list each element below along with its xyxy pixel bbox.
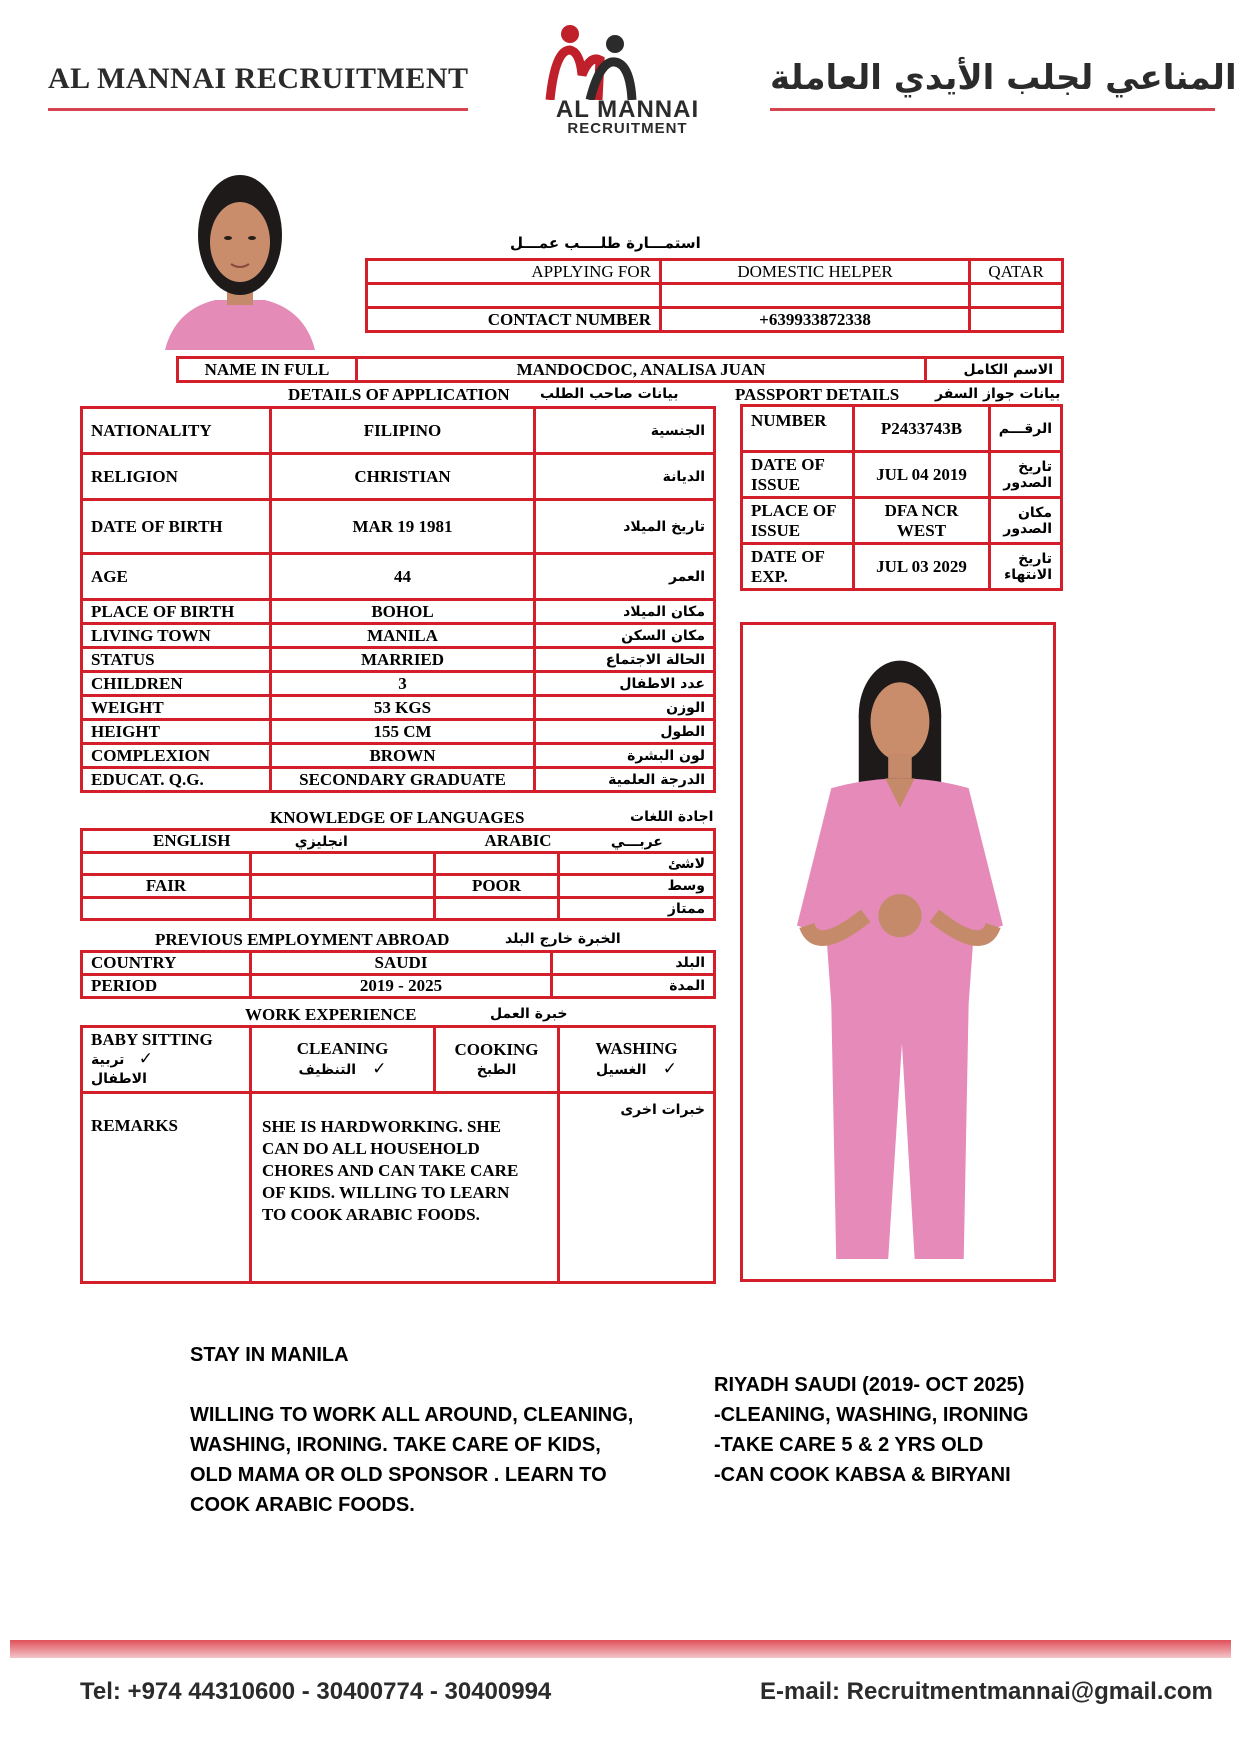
- english-label-en: ENGLISH: [153, 831, 231, 850]
- detail-label: STATUS: [82, 648, 271, 672]
- table-row: [82, 875, 715, 898]
- passport-value: DFA NCR WEST: [854, 498, 990, 544]
- passport-label-ar: تاريخ الانتهاء: [989, 544, 1061, 590]
- check-icon: ✓: [662, 1059, 677, 1079]
- detail-label-ar: لون البشرة: [535, 744, 715, 768]
- detail-label-ar: الوزن: [535, 696, 715, 720]
- employment-period-ar: المدة: [552, 975, 715, 998]
- applying-empty-cell: [661, 284, 970, 308]
- table-row: [82, 768, 715, 792]
- note-willing-line: WILLING TO WORK ALL AROUND, CLEANING,: [190, 1404, 634, 1426]
- employment-heading-ar: الخبرة خارج البلد: [505, 931, 621, 947]
- skill-baby-label-ar2: الاطفال: [91, 1071, 147, 1087]
- work-experience-heading: WORK EXPERIENCE: [245, 1005, 417, 1024]
- note-willing: [190, 1400, 633, 1520]
- note-stay: STAY IN MANILA: [190, 1344, 349, 1366]
- note-experience-line: -CAN COOK KABSA & BIRYANI: [714, 1464, 1011, 1486]
- applying-empty-cell: [367, 284, 661, 308]
- language-cell: [82, 898, 251, 920]
- name-table: [176, 356, 1064, 383]
- table-row: [742, 406, 1062, 452]
- table-row: [82, 853, 715, 875]
- languages-heading: KNOWLEDGE OF LANGUAGES: [270, 808, 525, 827]
- arabic-level: POOR: [435, 875, 559, 898]
- level-none-label: لاشئ: [559, 853, 715, 875]
- detail-label-ar: مكان الميلاد: [535, 600, 715, 624]
- table-row: [82, 1093, 715, 1283]
- logo-text-bottom: RECRUITMENT: [567, 120, 688, 137]
- employment-country-ar: البلد: [552, 952, 715, 975]
- employment-period-label: PERIOD: [82, 975, 251, 998]
- table-row: [82, 554, 715, 600]
- applying-empty-cell: [970, 284, 1063, 308]
- detail-value: MANILA: [271, 624, 535, 648]
- table-row: [82, 898, 715, 920]
- passport-label: NUMBER: [742, 406, 854, 452]
- skill-baby-sitting: [82, 1027, 251, 1093]
- passport-value: P2433743B: [854, 406, 990, 452]
- language-cell: [82, 853, 251, 875]
- check-icon: ✓: [372, 1059, 387, 1079]
- employment-heading: PREVIOUS EMPLOYMENT ABROAD: [155, 930, 450, 949]
- header-divider-left: [48, 108, 468, 111]
- header-divider-right: [770, 108, 1215, 111]
- skill-cleaning-label: CLEANING: [296, 1039, 389, 1058]
- skill-washing-label: WASHING: [595, 1039, 678, 1058]
- passport-label-ar: الرقـــم: [989, 406, 1061, 452]
- check-icon: ✓: [138, 1049, 153, 1069]
- skill-cooking: [435, 1027, 559, 1093]
- company-name-ar: المناعي لجلب الأيدي العاملة: [770, 58, 1237, 98]
- table-row: [82, 696, 715, 720]
- footer-bar: [10, 1640, 1231, 1658]
- detail-label-ar: الطول: [535, 720, 715, 744]
- language-cell: [251, 853, 435, 875]
- full-body-image-icon: [743, 625, 1053, 1279]
- details-heading-ar: بيانات صاحب الطلب: [540, 386, 679, 402]
- detail-value: FILIPINO: [271, 408, 535, 454]
- arabic-label-en: ARABIC: [484, 831, 552, 850]
- table-row: [82, 454, 715, 500]
- english-level: FAIR: [82, 875, 251, 898]
- table-row: [742, 498, 1062, 544]
- detail-value: 44: [271, 554, 535, 600]
- note-experience-line: -TAKE CARE 5 & 2 YRS OLD: [714, 1434, 984, 1456]
- table-row: [82, 952, 715, 975]
- language-cell: [435, 853, 559, 875]
- form-title: استمـــارة طلــــب عمـــل: [510, 234, 701, 252]
- note-experience-line: -CLEANING, WASHING, IRONING: [714, 1404, 1029, 1426]
- skill-baby-label-ar: تربية: [91, 1052, 125, 1068]
- logo-text-top: AL MANNAI: [555, 96, 700, 123]
- detail-label: NATIONALITY: [82, 408, 271, 454]
- detail-value: SECONDARY GRADUATE: [271, 768, 535, 792]
- details-heading: DETAILS OF APPLICATION: [288, 385, 510, 404]
- detail-label-ar: عدد الاطفال: [535, 672, 715, 696]
- logo-mark-icon: [520, 20, 735, 100]
- employment-country-value: SAUDI: [251, 952, 552, 975]
- passport-table: [740, 404, 1063, 591]
- passport-label-ar: تاريخ الصدور: [989, 452, 1061, 498]
- detail-label: EDUCAT. Q.G.: [82, 768, 271, 792]
- contact-number-label: CONTACT NUMBER: [367, 308, 661, 332]
- table-row: [742, 544, 1062, 590]
- skill-cleaning: [251, 1027, 435, 1093]
- detail-label-ar: العمر: [535, 554, 715, 600]
- work-experience-table: [80, 1025, 716, 1284]
- applying-country: QATAR: [970, 260, 1063, 284]
- english-label-ar: انجليزي: [294, 834, 348, 850]
- applying-table: [365, 258, 1064, 333]
- note-experience: [714, 1370, 1028, 1490]
- table-row: [82, 624, 715, 648]
- other-experience-ar: خبرات اخرى: [559, 1093, 715, 1283]
- company-name-en: AL MANNAI RECRUITMENT: [48, 62, 469, 95]
- detail-label: PLACE OF BIRTH: [82, 600, 271, 624]
- table-row: [82, 672, 715, 696]
- detail-label-ar: تاريخ الميلاد: [535, 500, 715, 554]
- table-row: [82, 500, 715, 554]
- employment-country-label: COUNTRY: [82, 952, 251, 975]
- portrait-image-icon: [155, 160, 325, 350]
- note-experience-line: RIYADH SAUDI (2019- OCT 2025): [714, 1374, 1025, 1396]
- arabic-label: [435, 830, 715, 853]
- detail-label-ar: الجنسية: [535, 408, 715, 454]
- passport-label: DATE OF EXP.: [742, 544, 854, 590]
- passport-label: PLACE OF ISSUE: [742, 498, 854, 544]
- name-label-en: NAME IN FULL: [178, 358, 357, 382]
- detail-label: DATE OF BIRTH: [82, 500, 271, 554]
- passport-label: DATE OF ISSUE: [742, 452, 854, 498]
- employment-table: [80, 950, 716, 999]
- table-row: [82, 720, 715, 744]
- applicant-portrait-photo: [155, 160, 325, 350]
- detail-label-ar: الدرجة العلمية: [535, 768, 715, 792]
- note-willing-line: COOK ARABIC FOODS.: [190, 1494, 415, 1516]
- detail-label: RELIGION: [82, 454, 271, 500]
- skill-washing: [559, 1027, 715, 1093]
- detail-label: LIVING TOWN: [82, 624, 271, 648]
- passport-heading-ar: بيانات جواز السفر: [935, 386, 1061, 402]
- detail-label-ar: الحالة الاجتماع: [535, 648, 715, 672]
- note-willing-line: WASHING, IRONING. TAKE CARE OF KIDS,: [190, 1434, 601, 1456]
- applying-for-label: APPLYING FOR: [367, 260, 661, 284]
- table-row: [82, 648, 715, 672]
- detail-label-ar: الديانة: [535, 454, 715, 500]
- level-excellent-label: ممتاز: [559, 898, 715, 920]
- detail-label: AGE: [82, 554, 271, 600]
- languages-heading-ar: اجادة اللغات: [630, 809, 714, 825]
- table-row: [82, 408, 715, 454]
- applicant-full-body-photo: [740, 622, 1056, 1282]
- language-cell: [251, 898, 435, 920]
- note-willing-line: OLD MAMA OR OLD SPONSOR . LEARN TO: [190, 1464, 607, 1486]
- details-table: [80, 406, 716, 793]
- table-row: [82, 975, 715, 998]
- detail-value: MARRIED: [271, 648, 535, 672]
- detail-label: HEIGHT: [82, 720, 271, 744]
- language-cell: [251, 875, 435, 898]
- passport-value: JUL 04 2019: [854, 452, 990, 498]
- detail-value: 155 CM: [271, 720, 535, 744]
- skill-cooking-label-ar: الطبخ: [476, 1061, 517, 1078]
- work-experience-heading-ar: خبرة العمل: [490, 1006, 568, 1022]
- languages-table: [80, 828, 716, 921]
- skill-baby-label: BABY SITTING: [91, 1030, 213, 1049]
- detail-label-ar: مكان السكن: [535, 624, 715, 648]
- table-row: [82, 744, 715, 768]
- table-row: [82, 1027, 715, 1093]
- full-name-value: MANDOCDOC, ANALISA JUAN: [357, 358, 926, 382]
- detail-value: MAR 19 1981: [271, 500, 535, 554]
- skill-washing-label-ar: الغسيل: [596, 1062, 647, 1078]
- passport-label-ar: مكان الصدور: [989, 498, 1061, 544]
- footer-email: E-mail: Recruitmentmannai@gmail.com: [760, 1678, 1213, 1705]
- passport-heading: PASSPORT DETAILS: [735, 385, 900, 404]
- applying-empty-cell: [970, 308, 1063, 332]
- employment-period-value: 2019 - 2025: [251, 975, 552, 998]
- skill-cleaning-label-ar: التنظيف: [298, 1062, 356, 1078]
- table-row: [82, 830, 715, 853]
- contact-number-value: +639933872338: [661, 308, 970, 332]
- arabic-label-ar: عربـــي: [610, 834, 663, 850]
- detail-label: WEIGHT: [82, 696, 271, 720]
- skill-cooking-label: COOKING: [454, 1039, 539, 1059]
- passport-value: JUL 03 2029: [854, 544, 990, 590]
- detail-value: BROWN: [271, 744, 535, 768]
- level-fair-label: وسط: [559, 875, 715, 898]
- remarks-text: SHE IS HARDWORKING. SHE CAN DO ALL HOUSEHOLD CHORES AND CAN TAKE CARE OF KIDS. WILLING TO LEARN TO COOK ARABIC FOODS.: [251, 1093, 559, 1283]
- detail-label: COMPLEXION: [82, 744, 271, 768]
- table-row: [82, 600, 715, 624]
- table-row: [742, 452, 1062, 498]
- company-logo: [520, 20, 735, 140]
- footer-phone: Tel: +974 44310600 - 30400774 - 30400994: [80, 1678, 552, 1705]
- language-cell: [435, 898, 559, 920]
- remarks-label: REMARKS: [82, 1093, 251, 1283]
- applying-position: DOMESTIC HELPER: [661, 260, 970, 284]
- detail-value: CHRISTIAN: [271, 454, 535, 500]
- detail-value: BOHOL: [271, 600, 535, 624]
- detail-value: 3: [271, 672, 535, 696]
- english-label: [82, 830, 435, 853]
- detail-value: 53 KGS: [271, 696, 535, 720]
- detail-label: CHILDREN: [82, 672, 271, 696]
- name-label-ar: الاسم الكامل: [926, 358, 1063, 382]
